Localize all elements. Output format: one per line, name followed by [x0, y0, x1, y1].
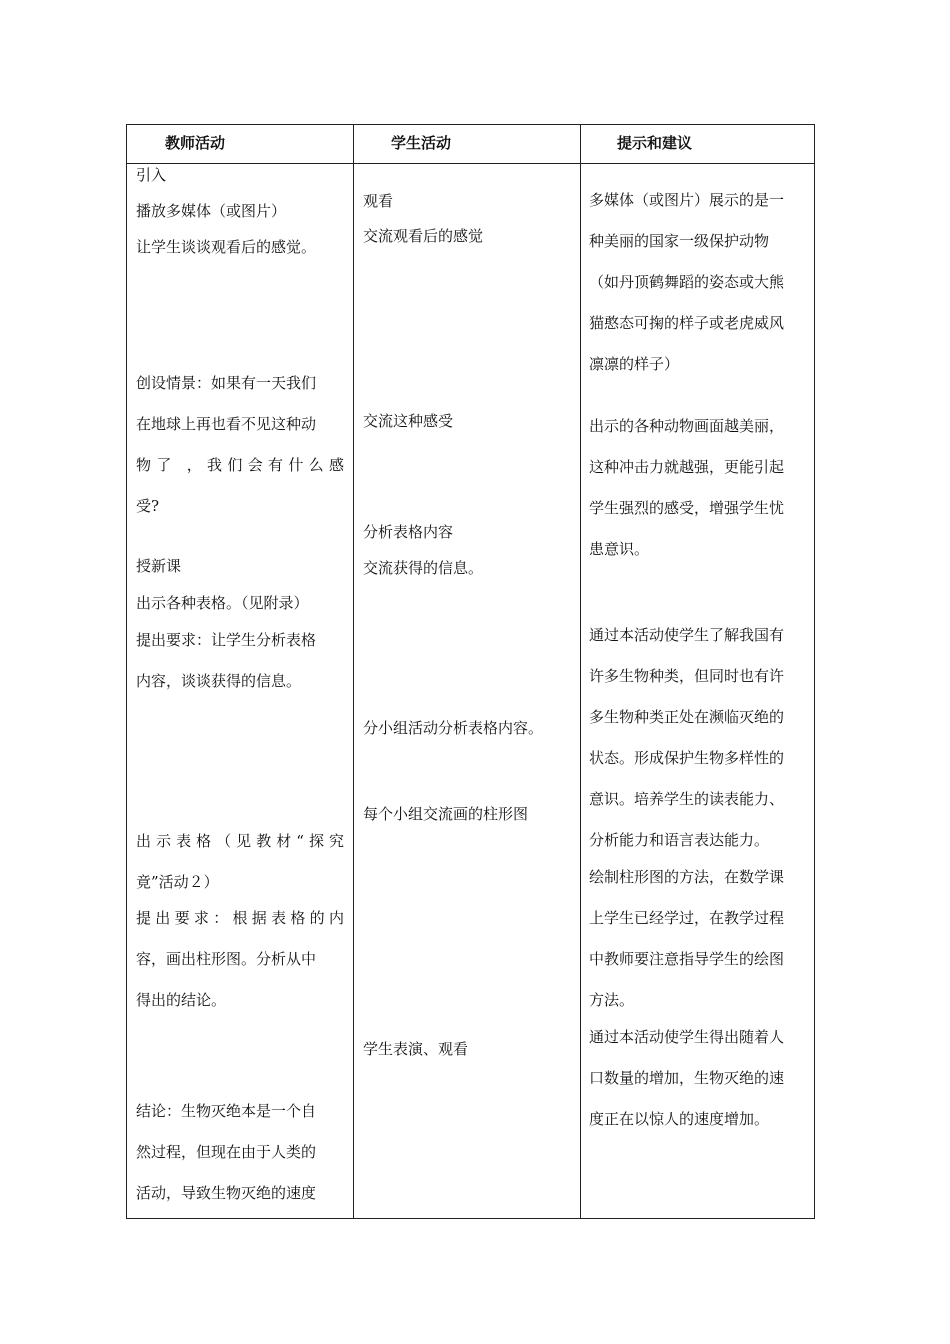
tips-line: 方法。: [589, 991, 635, 1009]
student-line: 交流获得的信息。: [363, 559, 484, 577]
header-student-activity: 学生活动: [391, 134, 452, 152]
header-teacher-activity: 教师活动: [165, 134, 226, 152]
tips-line: 通过本活动使学生得出随着人: [589, 1028, 785, 1046]
teacher-line: 创设情景：如果有一天我们: [136, 374, 317, 392]
tips-line: 患意识。: [589, 540, 650, 558]
student-line: 每个小组交流画的柱形图: [363, 805, 529, 823]
column-divider: [353, 125, 354, 1218]
tips-line: 口数量的增加，生物灭绝的速: [589, 1069, 785, 1087]
teacher-line: 让学生谈谈观看后的感觉。: [136, 238, 317, 256]
tips-line: 多生物种类正处在濒临灭绝的: [589, 708, 785, 726]
tips-line: （如丹顶鹤舞蹈的姿态或大熊: [589, 273, 785, 291]
tips-line: 出示的各种动物画面越美丽，: [589, 417, 785, 435]
tips-line: 状态。形成保护生物多样性的: [589, 749, 785, 767]
tips-line: 上学生已经学过，在教学过程: [589, 909, 785, 927]
student-line: 学生表演、观看: [363, 1040, 469, 1058]
teacher-line: 提出要求：让学生分析表格: [136, 631, 317, 649]
teacher-line: 容，画出柱形图。分析从中: [136, 950, 317, 968]
teacher-line: 出示表格（见教材“探究: [136, 832, 344, 850]
column-divider: [580, 125, 581, 1218]
tips-line: 学生强烈的感受，增强学生忧: [589, 499, 785, 517]
teacher-line: 然过程，但现在由于人类的: [136, 1143, 317, 1161]
tips-line: 度正在以惊人的速度增加。: [589, 1110, 770, 1128]
teacher-line: 结论：生物灭绝本是一个自: [136, 1102, 317, 1120]
tips-line: 多媒体（或图片）展示的是一: [589, 191, 785, 209]
tips-line: 凛凛的样子）: [589, 355, 680, 373]
teacher-line: 播放多媒体（或图片）: [136, 202, 287, 220]
tips-line: 通过本活动使学生了解我国有: [589, 626, 785, 644]
tips-line: 意识。培养学生的读表能力、: [589, 790, 785, 808]
teacher-line: 得出的结论。: [136, 991, 227, 1009]
teacher-line: 内容，谈谈获得的信息。: [136, 672, 302, 690]
student-line: 分小组活动分析表格内容。: [363, 719, 544, 737]
section-intro-heading: 引入: [136, 166, 167, 184]
teacher-line: 活动，导致生物灭绝的速度: [136, 1184, 317, 1202]
tips-line: 许多生物种类，但同时也有许: [589, 667, 785, 685]
header-tips: 提示和建议: [617, 134, 693, 152]
student-line: 观看: [363, 192, 394, 210]
teacher-line: 在地球上再也看不见这种动: [136, 415, 317, 433]
student-line: 分析表格内容: [363, 523, 454, 541]
tips-line: 猫憨态可掬的样子或老虎威风: [589, 314, 785, 332]
tips-line: 中教师要注意指导学生的绘图: [589, 950, 785, 968]
header-divider: [127, 163, 814, 164]
teacher-line: 竟”活动２）: [136, 873, 219, 891]
teacher-line: 出示各种表格。（见附录）: [136, 594, 309, 612]
teacher-line: 物了 ，我们会有什么感: [136, 456, 344, 474]
student-line: 交流这种感受: [363, 412, 454, 430]
student-line: 交流观看后的感觉: [363, 227, 484, 245]
section-new-lesson-heading: 授新课: [136, 557, 182, 575]
tips-line: 种美丽的国家一级保护动物: [589, 232, 770, 250]
teacher-line: 提出要求：根据表格的内: [136, 909, 344, 927]
teacher-line: 受?: [136, 497, 160, 515]
tips-line: 绘制柱形图的方法，在数学课: [589, 868, 785, 886]
tips-line: 分析能力和语言表达能力。: [589, 831, 770, 849]
tips-line: 这种冲击力就越强，更能引起: [589, 458, 785, 476]
